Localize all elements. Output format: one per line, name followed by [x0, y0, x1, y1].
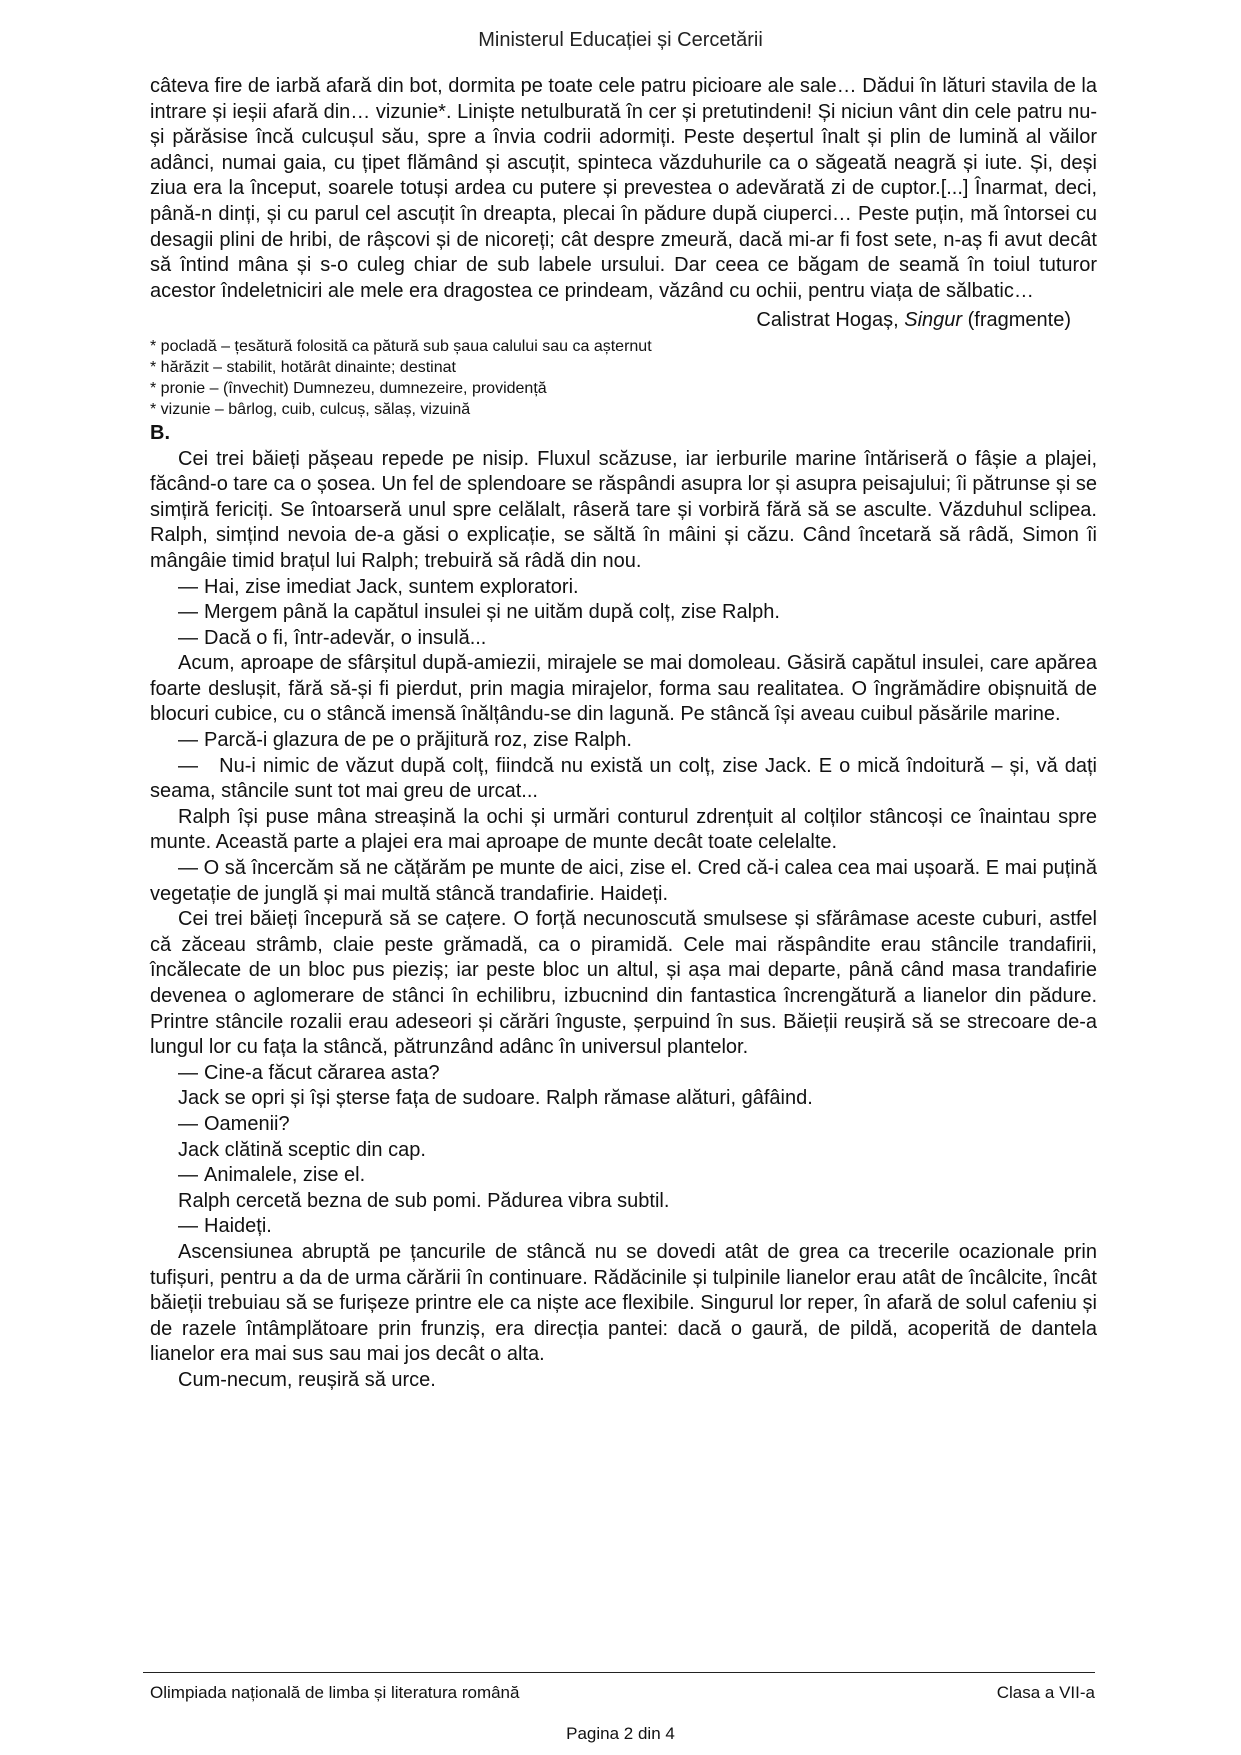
narration-line: Ralph cercetă bezna de sub pomi. Pădurea vibra subtil.: [178, 1189, 670, 1212]
dialogue-paragraph: [150, 754, 1097, 805]
footer-olympiad-name: Olimpiada națională de limba și literatura română: [150, 1683, 520, 1702]
dialogue-text: Dacă o fi, într-adevăr, o insulă...: [204, 626, 487, 649]
dialogue-dash: —: [178, 575, 198, 598]
dialogue-text: Animalele, zise el.: [204, 1164, 366, 1187]
dialogue-text: Mergem până la capătul insulei și ne uităm după colț, zise Ralph.: [204, 601, 780, 624]
dialogue-text: Oamenii?: [204, 1112, 290, 1135]
paragraph: Cei trei băieți pășeau repede pe nisip. Fluxul scăzuse, iar ierburile marine întăriseră o fâșie a plajei, făcând-o tare ca o șosea. Un fel de splendoare se răspândi asupra lor și asupra peisajului; îi pătrunse și se simțiră fericiți. Se întoarseră unul spre celălalt, râseră tare și vorbiră fără să se asculte. Văzduhul sclipea. Ralph, simțind nevoia de-a găsi o explicație, se săltă în mâini și căzu. Când încetară să râdă, Simon îi mângâie timid brațul lui Ralph; trebuiră să râdă din nou.: [150, 447, 1097, 572]
dialogue-line: [150, 728, 1097, 754]
narration-line: Jack se opri și își șterse fața de sudoare. Ralph rămase alături, gâfâind.: [178, 1087, 813, 1110]
attribution-title: Singur: [904, 309, 963, 332]
dialogue-text: Cine-a făcut cărarea asta?: [204, 1061, 440, 1084]
paragraph: Cei trei băieți începură să se cațere. O forță necunoscută smulsese și sfărâmase aceste cuburi, astfel că zăceau strâmb, claie peste grămadă, ca o piramidă. Cele mai răspândite erau stâncile trandafirii, încălecate de un bloc pus pieziș; iar peste bloc un altul, și așa mai departe, până când masa trandafirie devenea o aglomerare de stânci în echilibru, izbucnind din fantastica încrengătură a lianelor din pădure. Printre stâncile rozalii erau adeseori și cărări înguste, șerpuind în sus. Băieții reușiră să se strecoare de-a lungul lor cu fața la stâncă, pătrunzând adânc în universul plantelor.: [150, 908, 1097, 1059]
page-number: Pagina 2 din 4: [566, 1724, 675, 1743]
dialogue-dash: —: [178, 1215, 198, 1238]
dialogue-dash: —: [178, 754, 198, 777]
glossary-note: * hărăzit – stabilit, hotărât dinainte; destinat: [150, 358, 456, 376]
dialogue-text: O să încercăm să ne cățărăm pe munte de aici, zise el. Cred că-i calea cea mai ușoară. E mai puțină vegetație de junglă și mai multă stâncă trandafirie. Haideți.: [150, 857, 1098, 905]
footer-grade: Clasa a VII-a: [996, 1683, 1095, 1702]
dialogue-text: Parcă-i glazura de pe o prăjitură roz, zise Ralph.: [204, 729, 632, 752]
glossary-note: * vizunie – bârlog, cuib, culcuș, sălaș, vizuină: [150, 400, 471, 418]
dialogue-line: [150, 1112, 1097, 1138]
dialogue-line: [150, 575, 1097, 601]
dialogue-dash: —: [178, 729, 198, 752]
dialogue-line: [150, 1214, 1097, 1240]
dialogue-dash: —: [178, 1061, 198, 1084]
dialogue-dash: —: [178, 626, 198, 649]
dialogue-line: [150, 1061, 1097, 1087]
dialogue-line: [150, 600, 1097, 626]
attribution-note: (fragmente): [962, 309, 1071, 332]
footer-divider: [143, 1672, 1095, 1673]
dialogue-text: Haideți.: [204, 1215, 272, 1238]
dialogue-text: Hai, zise imediat Jack, suntem exploratori.: [204, 575, 579, 598]
page-header: Ministerul Educației și Cercetării: [478, 29, 763, 51]
attribution-author: Calistrat Hogaș,: [756, 309, 905, 332]
attribution: [150, 308, 1097, 334]
dialogue-dash: —: [178, 1112, 198, 1135]
dialogue-dash: —: [178, 857, 198, 880]
dialogue-dash: —: [178, 1164, 198, 1187]
glossary-notes: [150, 336, 1097, 420]
section-b-label: B.: [150, 421, 170, 444]
dialogue-dash: —: [178, 601, 198, 624]
section-a-text: câteva fire de iarbă afară din bot, dormita pe toate cele patru picioare ale sale… Dădui în lături stavila de la intrare și ieșii afară din… vizunie*. Liniște netulburată în cer și pretutindeni! Și niciun vânt din cele patru nu-și părăsise încă culcușul său, spre a învia codrii adormiți. Peste deșertul înalt și plin de lumină al văilor adânci, numai gaia, cu țipet flămând și ascuțit, spinteca văzduhurile ca o săgeată neagră și iute. Și, deși ziua era la început, soarele totuși ardea cu putere și prevestea o adevărată zi de cuptor.[...] Înarmat, deci, până-n dinți, și cu parul cel ascuțit în dreapta, plecai în pădure după ciuperci… Peste puțin, mă întorsei cu desagii plini de hribi, de râșcovi și de nicoreți; cât despre zmeură, dacă mi-ar fi fost sete, n-aș fi avut decât să întind mâna și s-o culeg chiar de sub labele ursului. Dar ceea ce băgam de seamă în toiul tuturor acestor îndeletniciri ale mele era dragostea ce prindeam, văzând cu ochii, pentru viața de sălbatic…: [150, 75, 1097, 302]
dialogue-text: Nu-i nimic de văzut după colț, fiindcă nu există un colț, zise Jack. E o mică îndoitură – și, vă dați seama, stâncile sunt tot mai greu de urcat...: [150, 754, 1097, 803]
glossary-note: * pocladă – țesătură folosită ca pătură sub șaua calului sau ca așternut: [150, 337, 652, 355]
glossary-note: * pronie – (învechit) Dumnezeu, dumnezeire, providență: [150, 379, 547, 397]
document-body: [150, 74, 1097, 1394]
dialogue-line: [150, 626, 1097, 652]
dialogue-paragraph: [150, 856, 1097, 907]
paragraph: Ralph își puse mâna streașină la ochi și urmări conturul zdrențuit al colților stâncoși ce înaintau spre munte. Această parte a plajei era mai aproape de munte decât toate celelalte.: [150, 805, 1097, 854]
narration-line: Jack clătină sceptic din cap.: [178, 1138, 426, 1161]
paragraph: Acum, aproape de sfârșitul după-amiezii, mirajele se mai domoleau. Găsiră capătul insulei, care apărea foarte deslușit, fără să-și fi pierdut, prin magia mirajelor, forma sau realitatea. O îngrămădire obișnuită de blocuri cubice, cu o stâncă imensă înălțându-se din lagună. Pe stâncă își aveau cuibul păsările marine.: [150, 652, 1097, 726]
dialogue-line: [150, 1163, 1097, 1189]
paragraph: Ascensiunea abruptă pe țancurile de stâncă nu se dovedi atât de grea ca trecerile ocazionale prin tufișuri, pentru a da de urma cărării în continuare. Rădăcinile și tulpinile lianelor erau atât de încâlcite, încât băieții trebuiau să se furișeze printre ele ca niște ace flexibile. Singurul lor reper, în afară de solul cafeniu și de razele întâmplătoare prin frunziș, era direcția pantei: dacă o gaură, de pildă, acoperită de dantela lianelor era mai sus sau mai jos decât o alta.: [150, 1240, 1097, 1366]
paragraph: Cum-necum, reușiră să urce.: [178, 1368, 436, 1391]
